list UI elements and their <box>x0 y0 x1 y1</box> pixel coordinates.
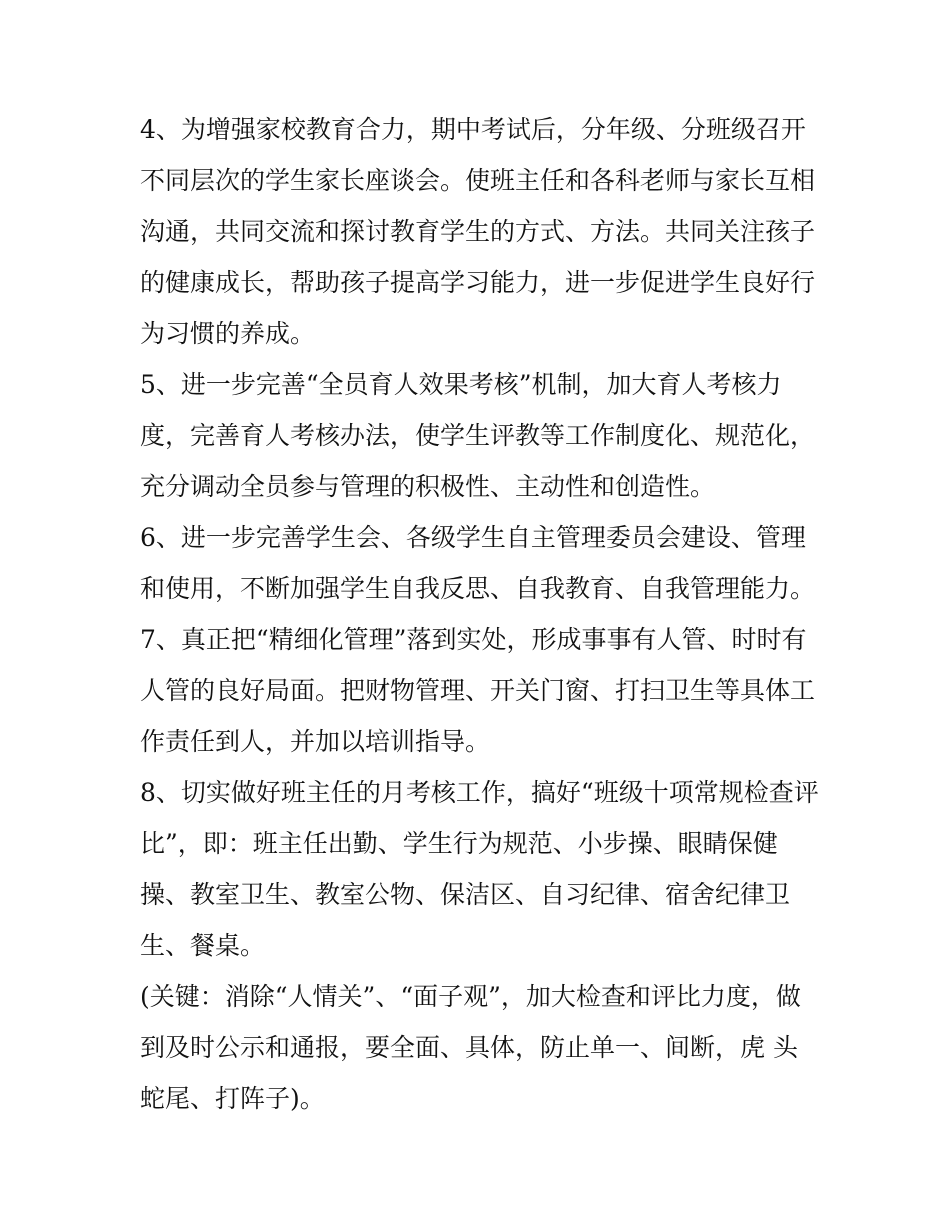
text-line: 8、切实做好班主任的月考核工作，搞好“班级十项常规检查评 <box>140 778 819 807</box>
text-line: (关键：消除“人情关”、“面子观”，加大检查和评比力度，做 <box>140 982 801 1011</box>
text-line: 蛇尾、打阵子)。 <box>140 1084 325 1113</box>
text-line: 人管的良好局面。把财物管理、开关门窗、打扫卫生等具体工 <box>140 676 816 705</box>
text-line: 沟通，共同交流和探讨教育学生的方式、方法。共同关注孩子 <box>140 217 816 246</box>
text-line: 充分调动全员参与管理的积极性、主动性和创造性。 <box>140 472 716 501</box>
text-line: 生、餐桌。 <box>140 931 266 960</box>
text-line: 为习惯的养成。 <box>140 319 316 348</box>
text-line: 不同层次的学生家长座谈会。使班主任和各科老师与家长互相 <box>140 166 816 195</box>
text-line: 7、真正把“精细化管理”落到实处，形成事事有人管、时时有 <box>140 625 807 654</box>
text-line: 作责任到人，并加以培训指导。 <box>140 727 491 756</box>
text-line: 6、进一步完善学生会、各级学生自主管理委员会建设、管理 <box>140 523 806 552</box>
text-line: 5、进一步完善“全员育人效果考核”机制，加大育人考核力 <box>140 370 782 399</box>
text-line: 的健康成长，帮助孩子提高学习能力，进一步促进学生良好行 <box>140 268 816 297</box>
text-line: 和使用，不断加强学生自我反思、自我教育、自我管理能力。 <box>140 574 816 603</box>
text-line: 4、为增强家校教育合力，期中考试后，分年级、分班级召开 <box>140 115 806 144</box>
text-line: 操、教室卫生、教室公物、保洁区、自习纪律、宿舍纪律卫 <box>140 880 791 909</box>
text-line: 到及时公示和通报，要全面、具体，防止单一、间断，虎 头 <box>140 1033 798 1062</box>
document-body <box>140 104 820 1124</box>
text-line: 度，完善育人考核办法，使学生评教等工作制度化、规范化， <box>140 421 816 450</box>
text-line: 比”，即：班主任出勤、学生行为规范、小步操、眼睛保健 <box>140 829 778 858</box>
